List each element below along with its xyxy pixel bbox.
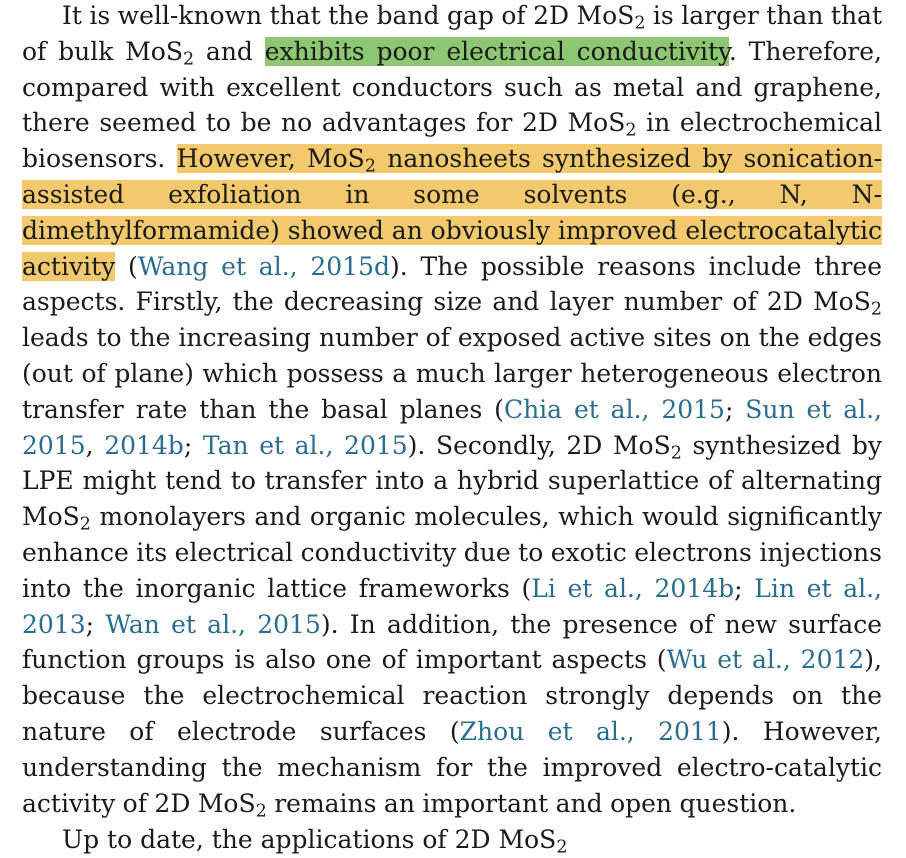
- next-paragraph-start: [62, 822, 567, 858]
- text-segment: It is well-known that the band gap of 2D MoS: [62, 1, 635, 30]
- subscript: 2: [182, 49, 195, 70]
- citation-link-lin[interactable]: Lin et al., 2013: [22, 573, 882, 639]
- text-segment: Up to date, the applications of 2D MoS: [62, 825, 557, 854]
- citation-link-zhou[interactable]: Zhou et al., 2011: [459, 716, 722, 746]
- highlight-text: nanosheets synthesized by sonication-assisted exfoliation in some solvents (e.g., N, N-dimethylformamide) showed an obviously improved electrocatalytic activity: [22, 144, 882, 281]
- citation-link-li[interactable]: Li et al., 2014b: [531, 573, 735, 603]
- text-segment: remains an important and open question.: [266, 788, 797, 818]
- text-segment: . Therefore, compared with excellent conductors such as metal and graphene, there seemed to be no advantages for 2D MoS: [22, 36, 882, 138]
- citation-link-chia[interactable]: Chia et al., 2015: [503, 394, 725, 424]
- subscript: 2: [870, 299, 882, 320]
- text-segment: monolayers and organic molecules, which would significantly enhance its electrical conductivity due to exotic electrons injections into the inorganic lattice frameworks (: [22, 502, 882, 603]
- text-segment: in electrochemical biosensors.: [22, 108, 882, 174]
- article-body: [22, 0, 882, 821]
- text-segment: leads to the increasing number of exposed active sites on the edges (out of plane) which possess a much larger heterogeneous electron transfer rate than the basal planes (: [22, 323, 882, 424]
- text-segment: ). Secondly, 2D MoS: [407, 430, 671, 460]
- citation-link-sun-2014b[interactable]: 2014b: [104, 430, 184, 460]
- subscript: 2: [255, 800, 267, 821]
- citation-link-tan[interactable]: Tan et al., 2015: [202, 430, 408, 460]
- citation-link-wan[interactable]: Wan et al., 2015: [105, 609, 321, 639]
- text-segment: and: [194, 36, 265, 66]
- separator: ;: [85, 609, 106, 639]
- text-segment: is larger than that of bulk MoS: [22, 1, 882, 66]
- highlight-green: exhibits poor electrical conductivity: [264, 36, 729, 66]
- separator: ,: [85, 430, 105, 460]
- subscript: 2: [364, 156, 376, 177]
- text-segment: ). The possible reasons include three aspects. Firstly, the decreasing size and layer number of 2D MoS: [22, 251, 882, 317]
- citation-link-wu[interactable]: Wu et al., 2012: [666, 645, 865, 675]
- subscript: 2: [634, 13, 646, 34]
- separator: ;: [734, 573, 755, 603]
- highlight-text: However, MoS: [176, 144, 365, 174]
- citation-link-wang[interactable]: Wang et al., 2015d: [137, 251, 391, 281]
- subscript: 2: [79, 514, 91, 535]
- text-segment: ). In addition, the presence of new surface function groups is also one of important aspects (: [22, 609, 882, 675]
- subscript: 2: [670, 442, 682, 463]
- text-segment: ), because the electrochemical reaction strongly depends on the nature of electrode surfaces (: [22, 645, 882, 746]
- text-segment: ). However, understanding the mechanism for the improved electro-catalytic activity of 2D MoS: [22, 716, 882, 818]
- paragraph: [22, 0, 882, 821]
- subscript: 2: [556, 837, 568, 858]
- text-segment: (: [115, 251, 138, 281]
- text-segment: synthesized by LPE might tend to transfer into a hybrid superlattice of alternating MoS: [22, 430, 882, 532]
- citation-link-sun-2015[interactable]: Sun et al., 2015: [22, 394, 883, 460]
- subscript: 2: [625, 120, 637, 141]
- separator: ;: [183, 430, 203, 460]
- separator: ;: [724, 394, 746, 424]
